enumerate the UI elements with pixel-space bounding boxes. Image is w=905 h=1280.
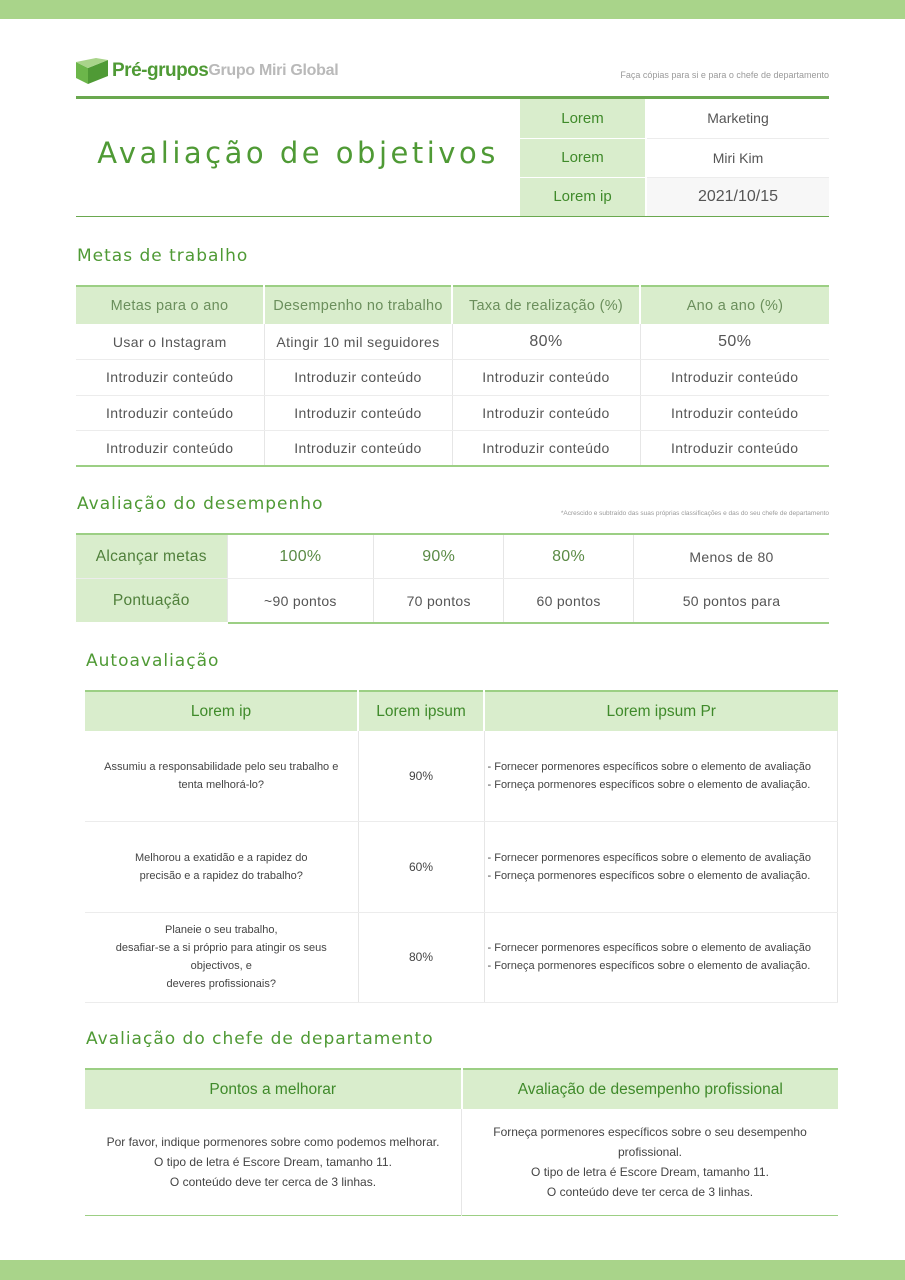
question-cell — [85, 912, 358, 1003]
table-cell[interactable]: Introduzir conteúdo — [76, 431, 264, 467]
text-line: Forneça pormenores específicos sobre o seu desempenho profissional. — [493, 1124, 807, 1159]
info-key: Lorem ip — [520, 177, 646, 216]
table-cell[interactable]: Usar o Instagram — [76, 324, 264, 360]
text-line: O conteúdo deve ter cerca de 3 linhas. — [546, 1184, 754, 1199]
table-cell[interactable]: Introduzir conteúdo — [264, 431, 452, 467]
question-line: Planeie o seu trabalho, — [164, 924, 278, 937]
work-goals-table — [76, 285, 829, 467]
text-line: Por favor, indique pormenores sobre como podemos melhorar. — [106, 1134, 440, 1149]
table-cell[interactable]: Introduzir conteúdo — [452, 395, 640, 431]
question-line: desafiar-se a si próprio para atingir os seus objectivos, e — [115, 942, 327, 973]
info-row — [520, 99, 829, 138]
info-table — [520, 99, 829, 217]
column-header: Metas para o ano — [76, 286, 264, 324]
score-cell[interactable]: 60% — [358, 822, 484, 913]
row-label: Pontuação — [76, 579, 227, 624]
detail-line: - Fornecer pormenores específicos sobre o elemento de avaliação — [487, 942, 811, 955]
detail-line: - Forneça pormenores específicos sobre o elemento de avaliação. — [487, 779, 811, 791]
section-title-head-evaluation: Avaliação do chefe de departamento — [86, 1029, 434, 1049]
column-header: Desempenho no trabalho — [264, 286, 452, 324]
table-row — [76, 395, 829, 431]
row-label: Alcançar metas — [76, 534, 227, 579]
top-accent-bar — [0, 0, 905, 19]
table-row — [76, 579, 829, 624]
logo-sub-text: Grupo Miri Global — [208, 62, 339, 79]
table-row — [85, 1109, 838, 1215]
table-row — [85, 912, 838, 1003]
bottom-accent-bar — [0, 1260, 905, 1280]
column-header: Pontos a melhorar — [85, 1069, 462, 1109]
table-cell[interactable]: Introduzir conteúdo — [452, 431, 640, 467]
info-key: Lorem — [520, 138, 646, 177]
question-line: Melhorou a exatidão e a rapidez do — [135, 851, 308, 864]
question-cell — [85, 731, 358, 822]
table-header-row — [85, 691, 838, 731]
improvement-cell[interactable] — [85, 1109, 462, 1215]
table-row — [76, 360, 829, 396]
detail-cell[interactable] — [484, 912, 838, 1003]
column-header: Ano a ano (%) — [640, 286, 829, 324]
detail-line: - Fornecer pormenores específicos sobre o elemento de avaliação — [487, 761, 811, 773]
table-cell[interactable]: Introduzir conteúdo — [264, 395, 452, 431]
header-divider-bottom — [76, 216, 829, 217]
table-header-row — [85, 1069, 838, 1109]
table-cell: Menos de 80 — [634, 534, 829, 579]
column-header: Lorem ipsum Pr — [484, 691, 838, 731]
self-evaluation-table — [85, 690, 838, 1003]
logo-main-text: Pré-grupos — [112, 60, 209, 81]
table-cell: 90% — [374, 534, 504, 579]
table-row — [85, 822, 838, 913]
performance-footnote: *Acrescido e subtraído das suas próprias classificações e das do seu chefe de departamento — [560, 510, 829, 517]
table-cell[interactable]: Introduzir conteúdo — [264, 360, 452, 396]
table-cell[interactable]: Introduzir conteúdo — [640, 431, 829, 467]
score-cell[interactable]: 90% — [358, 731, 484, 822]
table-cell: 60 pontos — [504, 579, 634, 624]
detail-line: - Forneça pormenores específicos sobre o elemento de avaliação. — [487, 869, 811, 882]
professional-evaluation-cell[interactable] — [462, 1109, 839, 1215]
column-header: Taxa de realização (%) — [452, 286, 640, 324]
question-line: tenta melhorá-lo? — [178, 779, 265, 791]
info-row — [520, 177, 829, 216]
table-header-row — [76, 286, 829, 324]
copies-note: Faça cópias para si e para o chefe de departamento — [620, 70, 829, 80]
info-row — [520, 138, 829, 177]
column-header: Lorem ipsum — [358, 691, 484, 731]
section-title-work-goals: Metas de trabalho — [77, 246, 249, 266]
table-cell[interactable]: Introduzir conteúdo — [640, 395, 829, 431]
detail-cell[interactable] — [484, 731, 838, 822]
table-cell: ~90 pontos — [227, 579, 374, 624]
table-cell[interactable]: Introduzir conteúdo — [452, 360, 640, 396]
question-cell — [85, 822, 358, 913]
text-line: O tipo de letra é Escore Dream, tamanho 11. — [531, 1164, 769, 1179]
detail-cell[interactable] — [484, 822, 838, 913]
score-cell[interactable]: 80% — [358, 912, 484, 1003]
performance-table — [76, 533, 829, 624]
table-cell[interactable]: Atingir 10 mil seguidores — [264, 324, 452, 360]
detail-line: - Forneça pormenores específicos sobre o elemento de avaliação. — [487, 960, 811, 973]
section-title-performance: Avaliação do desempenho — [77, 494, 324, 514]
info-key: Lorem — [520, 99, 646, 138]
info-value-department[interactable]: Marketing — [646, 99, 829, 138]
question-line: deveres profissionais? — [166, 978, 276, 991]
detail-line: - Fornecer pormenores específicos sobre o elemento de avaliação — [487, 851, 811, 864]
head-evaluation-table — [85, 1068, 838, 1216]
table-row — [76, 324, 829, 360]
table-cell: 70 pontos — [374, 579, 504, 624]
table-cell: 50 pontos para — [682, 592, 781, 609]
table-cell[interactable]: Introduzir conteúdo — [76, 360, 264, 396]
text-line: O conteúdo deve ter cerca de 3 linhas. — [169, 1174, 377, 1189]
page-title: Avaliação de objetivos — [97, 136, 499, 170]
table-cell: 100% — [227, 534, 374, 579]
info-value-date[interactable]: 2021/10/15 — [646, 177, 829, 216]
question-line: Assumiu a responsabilidade pelo seu trabalho e — [104, 761, 339, 773]
column-header: Avaliação de desempenho profissional — [462, 1069, 839, 1109]
section-title-self-evaluation: Autoavaliação — [86, 651, 220, 671]
logo-mark-icon — [76, 58, 108, 84]
info-value-name[interactable]: Miri Kim — [646, 138, 829, 177]
column-header: Lorem ip — [85, 691, 358, 731]
table-row — [76, 534, 829, 579]
table-cell[interactable]: Introduzir conteúdo — [76, 395, 264, 431]
table-cell[interactable]: Introduzir conteúdo — [640, 360, 829, 396]
table-cell: 80% — [504, 534, 634, 579]
text-line: O tipo de letra é Escore Dream, tamanho 11. — [154, 1154, 392, 1169]
table-cell[interactable]: 80% — [452, 324, 640, 360]
company-logo — [76, 57, 338, 85]
table-row — [76, 431, 829, 467]
table-row — [85, 731, 838, 822]
table-cell[interactable]: 50% — [640, 324, 829, 360]
question-line: precisão e a rapidez do trabalho? — [139, 869, 303, 882]
